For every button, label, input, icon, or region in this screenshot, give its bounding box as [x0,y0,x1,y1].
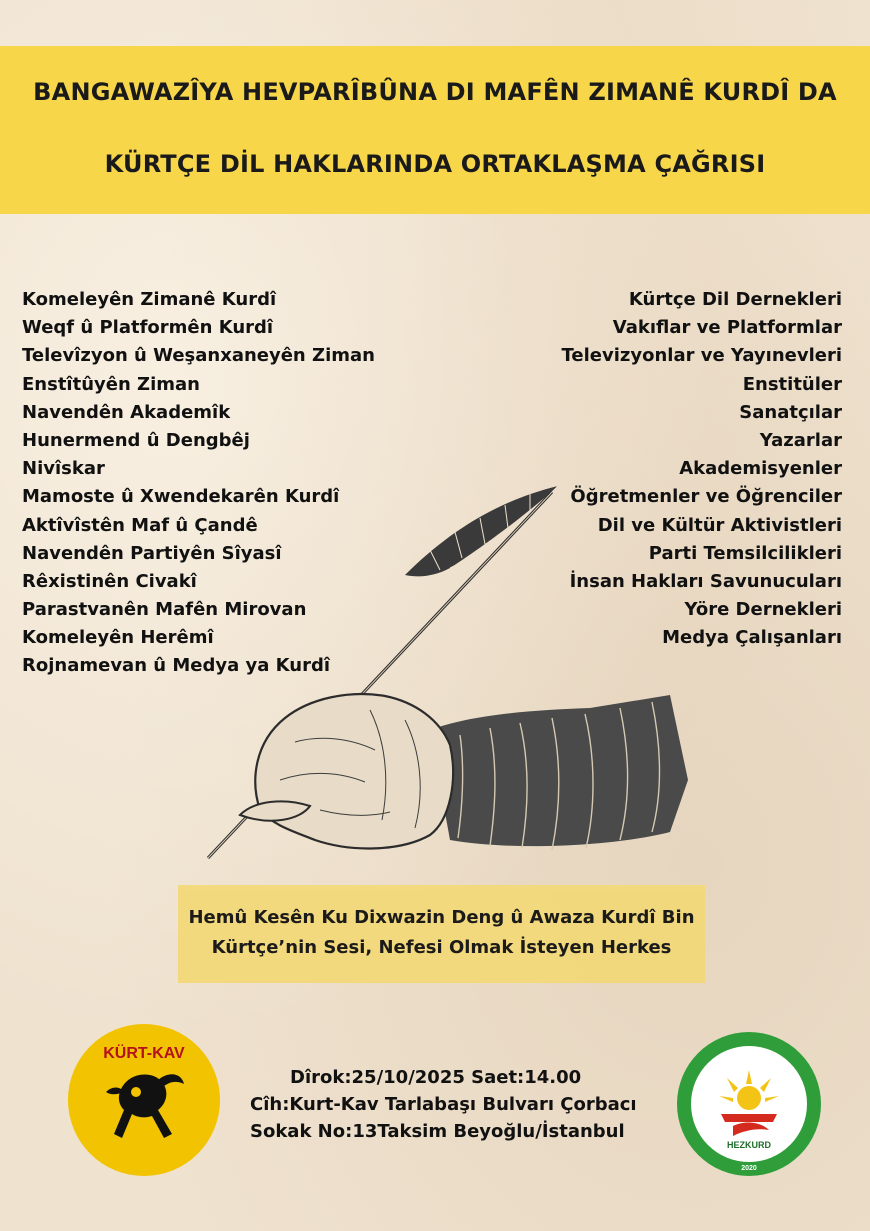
list-item: Yazarlar [759,429,842,451]
list-item: Enstîtûyên Ziman [22,373,200,395]
list-item: Medya Çalışanları [662,627,842,649]
turkish-participants-list [562,286,843,652]
list-item: Vakıflar ve Platformlar [612,317,842,339]
event-place-line-1: Cîh:Kurt-Kav Tarlabaşı Bulvarı Çorbacı [250,1094,637,1115]
hezkurd-logo-text: HEZKURD [727,1140,771,1150]
list-item: Weqf û Platformên Kurdî [22,317,274,339]
list-item: Televîzyon û Weşanxaneyên Ziman [22,345,375,367]
kurt-kav-logo-text: KÜRT-KAV [103,1045,185,1062]
list-item: Nivîskar [22,458,105,480]
list-item: Dil ve Kültür Aktivistleri [597,514,842,536]
list-item: Navendên Partiyên Sîyasî [22,542,282,564]
list-item: Öğretmenler ve Öğrenciler [570,486,842,508]
kurt-kav-logo [66,1022,222,1178]
list-item: Kürtçe Dil Dernekleri [628,289,842,310]
list-item: Komeleyên Zimanê Kurdî [22,289,277,310]
list-item: Navendên Akademîk [22,401,231,423]
list-item: Hunermend û Dengbêj [22,429,250,451]
list-item: Rêxistinên Civakî [22,570,197,592]
slogan-kurdish: Hemû Kesên Ku Dixwazin Deng û Awaza Kurdî Bin [188,907,695,928]
list-item: Yöre Dernekleri [684,599,842,621]
event-info [250,1064,650,1145]
list-item: Parti Temsilcilikleri [648,542,842,564]
list-item: Enstitüler [742,373,842,395]
slogan-turkish: Kürtçe’nin Sesi, Nefesi Olmak İsteyen Herkes [211,937,672,958]
list-item: Komeleyên Herêmî [22,627,214,649]
list-item: Sanatçılar [739,401,842,423]
list-item: Rojnamevan û Medya ya Kurdî [22,655,331,677]
kurdish-participants-list [22,286,375,681]
list-item: Televizyonlar ve Yayınevleri [561,345,842,367]
title-turkish: KÜRTÇE DİL HAKLARINDA ORTAKLAŞMA ÇAĞRISI [104,150,766,178]
event-place-line-2: Sokak No:13Taksim Beyoğlu/İstanbul [250,1121,625,1142]
list-item: Parastvanên Mafên Mirovan [22,599,307,621]
event-date-time: Dîrok:25/10/2025 Saet:14.00 [290,1067,582,1088]
hezkurd-logo [675,1030,823,1178]
list-item: Aktîvîstên Maf û Çandê [22,514,258,536]
list-item: Mamoste û Xwendekarên Kurdî [22,486,340,508]
list-item: İnsan Hakları Savunucuları [569,570,842,592]
hezkurd-logo-year: 2020 [741,1165,757,1172]
title-banner [0,46,870,214]
list-item: Akademisyenler [679,458,842,480]
title-kurdish: BANGAWAZÎYA HEVPARÎBÛNA DI MAFÊN ZIMANÊ KURDÎ DA [33,78,837,106]
slogan-box [178,885,705,983]
